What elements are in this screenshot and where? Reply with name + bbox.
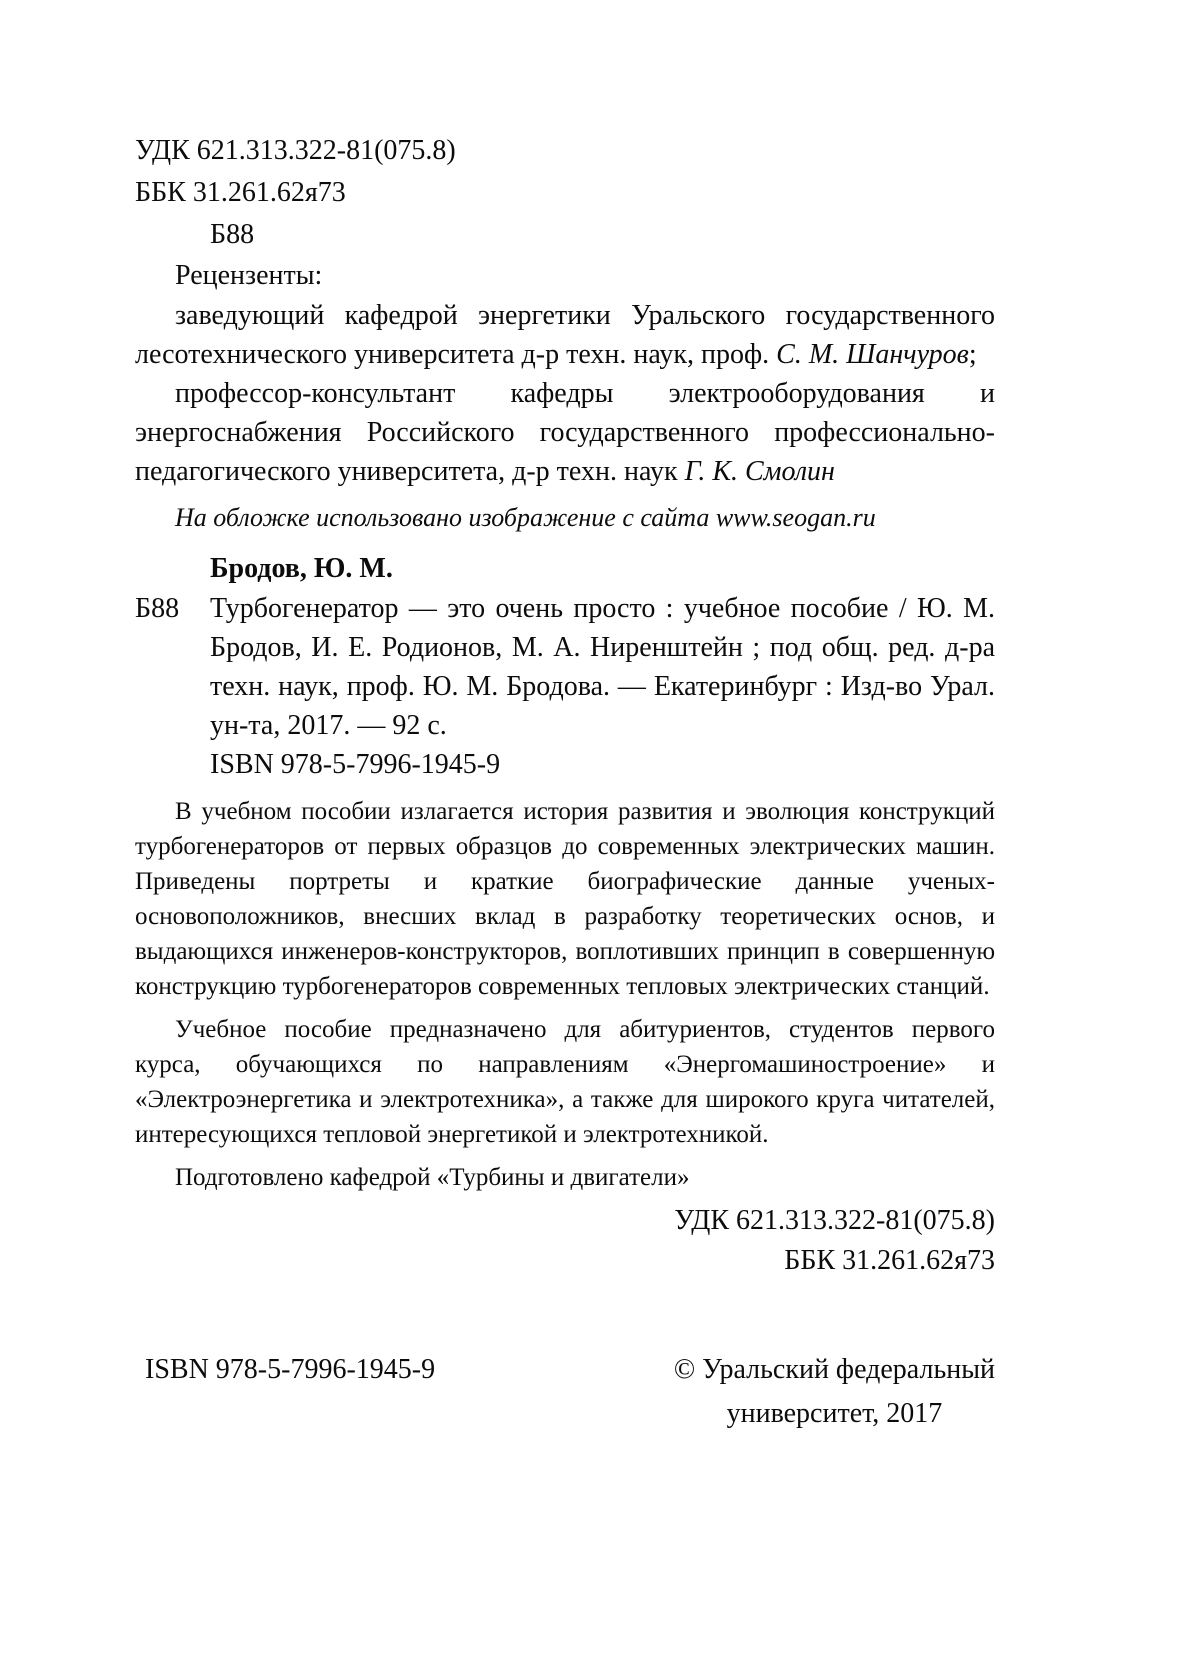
reviewer-2 xyxy=(135,374,995,491)
annotation-paragraph-2: Учебное пособие предназначено для абитуриентов, студентов первого курса, обучающихся по направлениям «Энергомашиностроение» и «Электроэнергетика и электротехника», а также для широкого круга читателей, интересующихся тепловой энергетикой и электротехникой. xyxy=(135,1016,995,1148)
catalog-entry-text: Турбогенератор — это очень просто : учебное пособие / Ю. М. Бродов, И. Е. Родионов, М. А. Ниренштейн ; под общ. ред. д-ра техн. наук, проф. Ю. М. Бродова. — Екатеринбург : Изд-во Урал. ун-та, 2017. — 92 с. xyxy=(210,593,995,741)
bbk-bottom: ББК 31.261.62я73 xyxy=(784,1245,995,1276)
classification-code-top: Б88 xyxy=(210,219,255,250)
reviewers-label: Рецензенты: xyxy=(175,260,323,291)
footer-codes xyxy=(135,1201,995,1281)
copyright-line-1: © Уральский федеральный xyxy=(673,1354,995,1385)
annotation-paragraph-1: В учебном пособии излагается история развития и эволюция конструкций турбогенераторов от первых образцов до современных электрических машин. Приведены портреты и краткие биографические данные ученых-основоположников, внесших вклад в разработку теоретических основ, и выдающихся инженеров-конструкторов, воплотивших принцип в совершенную конструкцию турбогенераторов современных тепловых электрических станций. xyxy=(135,798,995,1000)
bottom-row xyxy=(145,1348,995,1436)
udk-bottom: УДК 621.313.322-81(075.8) xyxy=(674,1205,995,1236)
cover-image-note: На обложке использовано изображение с сайта www.seogan.ru xyxy=(175,503,876,532)
reviewer-1-punct: ; xyxy=(968,339,977,370)
author-heading: Бродов, Ю. М. xyxy=(210,553,393,584)
reviewer-2-text: профессор-консультант кафедры электрооборудования и энергоснабжения Российского государственного профессионально-педагогического университета, д-р техн. наук xyxy=(135,378,995,487)
udk-top: УДК 621.313.322-81(075.8) xyxy=(135,135,456,166)
reviewer-2-name: Г. К. Смолин xyxy=(684,456,835,487)
annotation-paragraph-3: Подготовлено кафедрой «Турбины и двигатели» xyxy=(175,1164,690,1191)
isbn-catalog: ISBN 978-5-7996-1945-9 xyxy=(210,749,501,780)
bbk-top: ББК 31.261.62я73 xyxy=(135,177,346,208)
reviewer-1-text: заведующий кафедрой энергетики Уральского государственного лесотехнического университета д-р техн. наук, проф. xyxy=(135,300,995,370)
copyright-notice xyxy=(674,1348,995,1436)
copyright-line-2: университет, 2017 xyxy=(726,1398,943,1429)
reviewer-1-name: С. М. Шанчуров xyxy=(776,339,969,370)
catalog-code: Б88 xyxy=(135,593,180,624)
reviewer-1 xyxy=(135,296,995,374)
isbn-bottom: ISBN 978-5-7996-1945-9 xyxy=(145,1354,436,1385)
catalog-entry xyxy=(135,589,995,784)
